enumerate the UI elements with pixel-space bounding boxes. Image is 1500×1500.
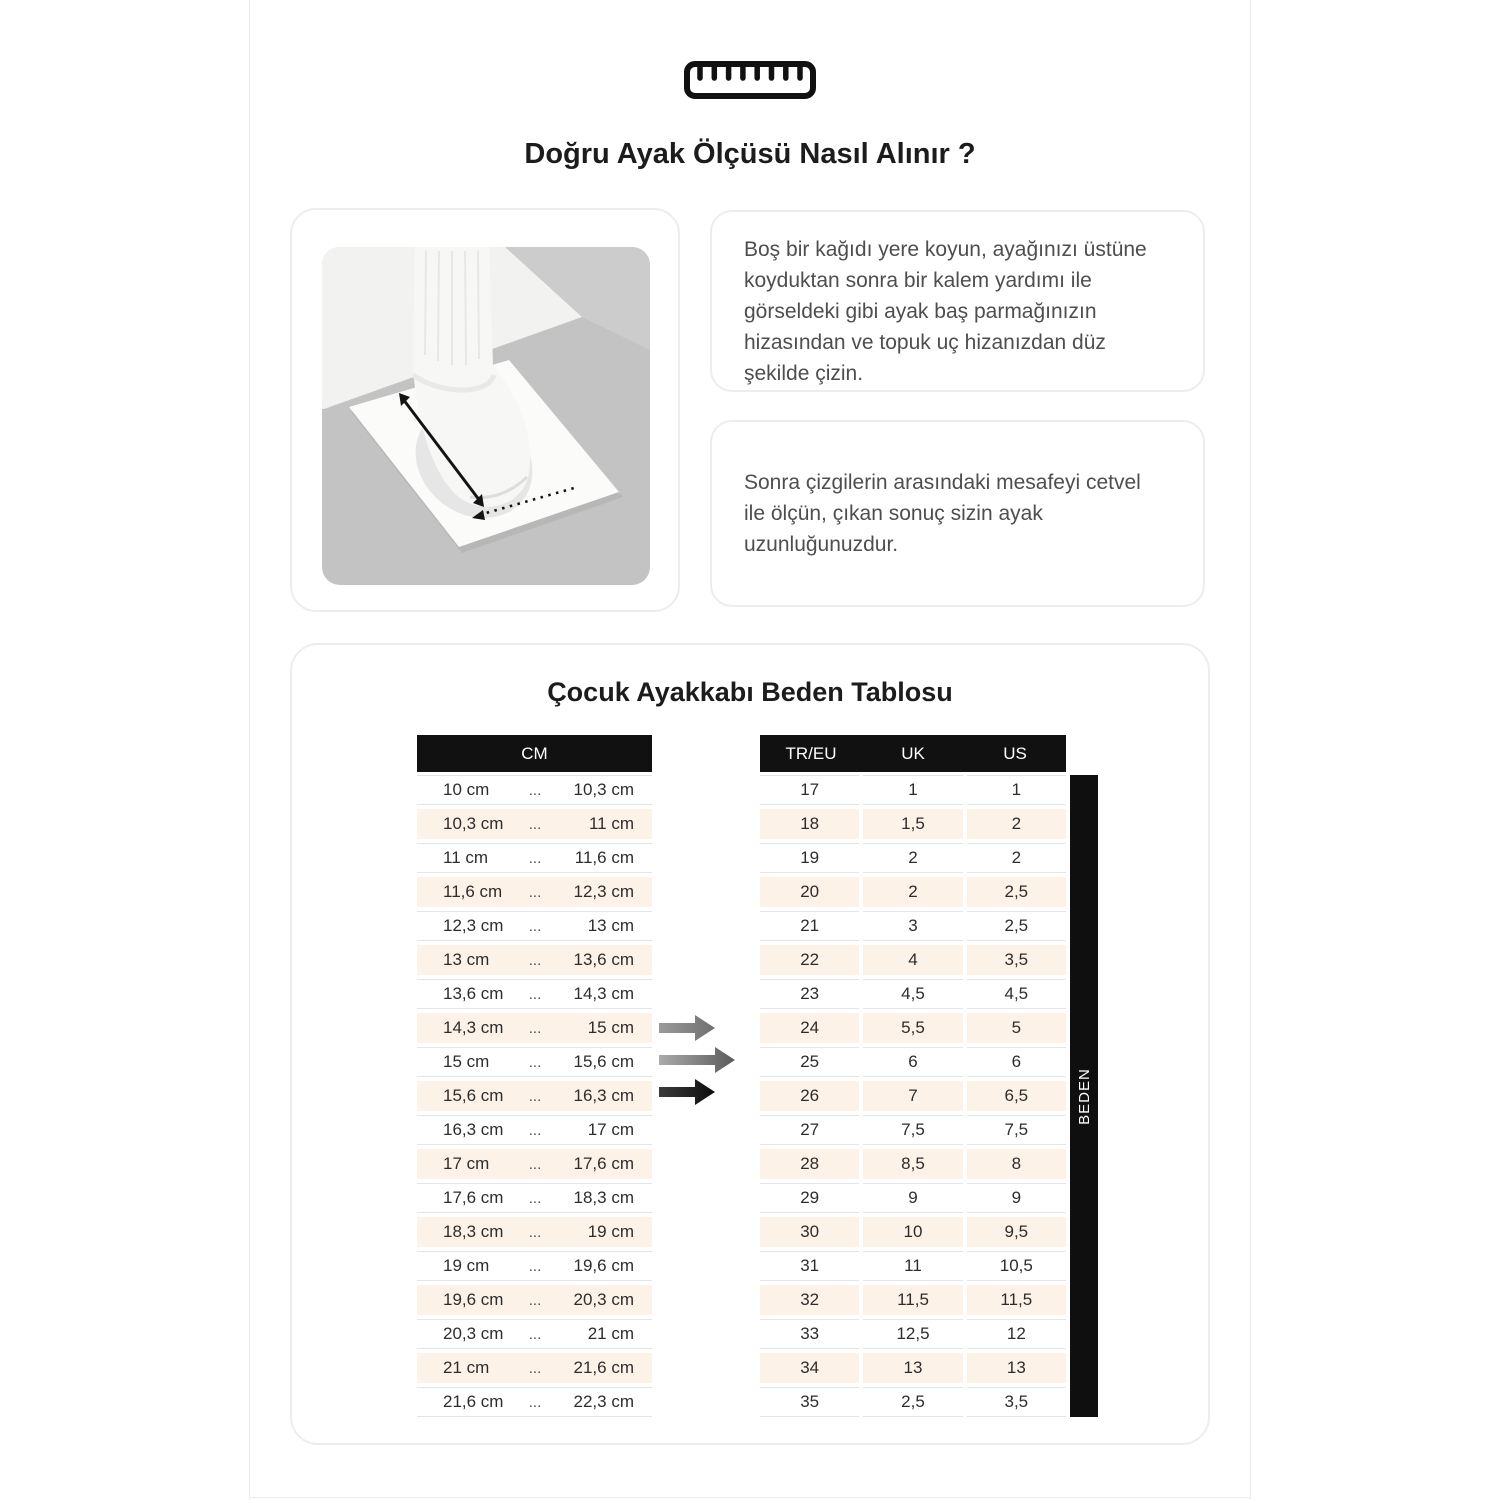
header-us: US [1003, 743, 1027, 763]
size-us-value: 9 [967, 1183, 1066, 1213]
content-left-border [249, 0, 250, 1500]
instruction-card-2 [710, 420, 1205, 607]
size-row [760, 1013, 1066, 1043]
size-row [760, 809, 1066, 839]
cm-max-value: 11,6 cm [574, 848, 634, 867]
range-separator: ... [528, 781, 542, 799]
size-uk-value: 4,5 [863, 979, 962, 1009]
cm-max-value: 17 cm [587, 1120, 634, 1139]
cm-max-value: 13 cm [587, 916, 634, 935]
size-uk-value: 2 [863, 843, 962, 873]
cm-min-value: 20,3 cm [443, 1324, 504, 1343]
size-table-header [760, 735, 1066, 772]
size-uk-value: 11 [863, 1251, 962, 1281]
cm-max-value: 21 cm [587, 1324, 634, 1343]
size-row [760, 1115, 1066, 1145]
foot-measurement-photo [322, 247, 650, 585]
cm-max-value: 13,6 cm [573, 950, 634, 969]
cm-range-row [417, 1183, 652, 1213]
cm-max-value: 12,3 cm [573, 882, 634, 901]
size-uk-value: 13 [863, 1353, 962, 1383]
size-us-value: 3,5 [967, 945, 1066, 975]
cm-range-row [417, 877, 652, 907]
size-row [760, 1047, 1066, 1077]
page-title: Doğru Ayak Ölçüsü Nasıl Alınır ? [524, 138, 976, 170]
size-uk-value: 7,5 [863, 1115, 962, 1145]
size-row [760, 1183, 1066, 1213]
size-tr-eu-value: 26 [760, 1081, 859, 1111]
cm-min-value: 10 cm [443, 780, 490, 799]
size-us-value: 2,5 [967, 877, 1066, 907]
content-right-border [1250, 0, 1251, 1500]
range-separator: ... [528, 1359, 542, 1377]
size-tr-eu-value: 28 [760, 1149, 859, 1179]
cm-min-value: 17 cm [443, 1154, 490, 1173]
size-us-value: 11,5 [967, 1285, 1066, 1315]
size-us-value: 2 [967, 809, 1066, 839]
cm-min-value: 15,6 cm [443, 1086, 504, 1105]
size-row [760, 877, 1066, 907]
cm-min-value: 13,6 cm [443, 984, 504, 1003]
size-row [760, 945, 1066, 975]
cm-range-row [417, 1285, 652, 1315]
range-separator: ... [528, 1223, 542, 1241]
cm-range-row [417, 809, 652, 839]
cm-range-row [417, 1251, 652, 1281]
size-tr-eu-value: 32 [760, 1285, 859, 1315]
size-uk-value: 8,5 [863, 1149, 962, 1179]
size-uk-value: 1,5 [863, 809, 962, 839]
size-row [760, 911, 1066, 941]
size-table-body [760, 775, 1066, 1417]
size-us-value: 4,5 [967, 979, 1066, 1009]
cm-min-value: 18,3 cm [443, 1222, 504, 1241]
size-tr-eu-value: 33 [760, 1319, 859, 1349]
content-bottom-border [250, 1497, 1250, 1498]
cm-range-row [417, 911, 652, 941]
size-us-value: 6,5 [967, 1081, 1066, 1111]
size-tr-eu-value: 25 [760, 1047, 859, 1077]
size-tr-eu-value: 35 [760, 1387, 859, 1417]
cm-max-value: 14,3 cm [573, 984, 634, 1003]
size-tr-eu-value: 21 [760, 911, 859, 941]
size-us-value: 2,5 [967, 911, 1066, 941]
cm-min-value: 21,6 cm [443, 1392, 504, 1411]
cm-min-value: 12,3 cm [443, 916, 504, 935]
cm-table [417, 735, 652, 1421]
range-separator: ... [528, 1155, 542, 1173]
cm-range-row [417, 1149, 652, 1179]
size-uk-value: 11,5 [863, 1285, 962, 1315]
cm-min-value: 19 cm [443, 1256, 490, 1275]
cm-max-value: 10,3 cm [573, 780, 634, 799]
cm-min-value: 10,3 cm [443, 814, 504, 833]
cm-min-value: 19,6 cm [443, 1290, 504, 1309]
cm-min-value: 21 cm [443, 1358, 490, 1377]
range-separator: ... [528, 1121, 542, 1139]
size-tr-eu-value: 29 [760, 1183, 859, 1213]
cm-range-row [417, 1047, 652, 1077]
cm-max-value: 17,6 cm [573, 1154, 634, 1173]
cm-range-row [417, 1319, 652, 1349]
size-row [760, 1149, 1066, 1179]
beden-label: BEDEN [1075, 1067, 1093, 1125]
range-separator: ... [528, 1053, 542, 1071]
cm-max-value: 16,3 cm [573, 1086, 634, 1105]
size-chart-card [290, 643, 1210, 1445]
size-us-value: 7,5 [967, 1115, 1066, 1145]
cm-range-row [417, 1353, 652, 1383]
size-us-value: 12 [967, 1319, 1066, 1349]
size-row [760, 979, 1066, 1009]
size-tr-eu-value: 24 [760, 1013, 859, 1043]
size-row [760, 1081, 1066, 1111]
size-us-value: 1 [967, 775, 1066, 805]
size-row [760, 1251, 1066, 1281]
range-separator: ... [528, 815, 542, 833]
size-row [760, 1285, 1066, 1315]
range-separator: ... [528, 1325, 542, 1343]
size-uk-value: 4 [863, 945, 962, 975]
range-separator: ... [528, 849, 542, 867]
instruction-text-1: Boş bir kağıdı yere koyun, ayağınızı üstüne koyduktan sonra bir kalem yardımı ile görseldeki gibi ayak baş parmağınızın hizasından ve topuk uç hizanızdan düz şekilde çizin. [744, 238, 1147, 385]
cm-table-header [417, 735, 652, 772]
size-us-value: 10,5 [967, 1251, 1066, 1281]
size-tr-eu-value: 20 [760, 877, 859, 907]
size-row [760, 1353, 1066, 1383]
cm-range-row [417, 945, 652, 975]
cm-max-value: 15 cm [587, 1018, 634, 1037]
range-separator: ... [528, 883, 542, 901]
range-separator: ... [528, 1019, 542, 1037]
size-uk-value: 10 [863, 1217, 962, 1247]
size-row [760, 1319, 1066, 1349]
range-separator: ... [528, 1291, 542, 1309]
size-tr-eu-value: 19 [760, 843, 859, 873]
range-separator: ... [528, 1087, 542, 1105]
size-uk-value: 1 [863, 775, 962, 805]
cm-range-row [417, 1115, 652, 1145]
header-tr-eu: TR/EU [785, 743, 837, 763]
size-row [760, 775, 1066, 805]
size-uk-value: 6 [863, 1047, 962, 1077]
cm-min-value: 15 cm [443, 1052, 490, 1071]
cm-min-value: 16,3 cm [443, 1120, 504, 1139]
cm-max-value: 20,3 cm [573, 1290, 634, 1309]
size-us-value: 3,5 [967, 1387, 1066, 1417]
cm-range-row [417, 1081, 652, 1111]
size-uk-value: 3 [863, 911, 962, 941]
cm-range-row [417, 775, 652, 805]
cm-max-value: 11 cm [588, 814, 634, 833]
size-chart-title: Çocuk Ayakkabı Beden Tablosu [547, 677, 953, 707]
range-separator: ... [528, 1189, 542, 1207]
size-row [760, 843, 1066, 873]
cm-range-row [417, 979, 652, 1009]
size-us-value: 9,5 [967, 1217, 1066, 1247]
cm-max-value: 22,3 cm [573, 1392, 634, 1411]
instruction-text-2: Sonra çizgilerin arasındaki mesafeyi cetvel ile ölçün, çıkan sonuç sizin ayak uzunluğunuzdur. [744, 471, 1141, 556]
cm-min-value: 13 cm [443, 950, 490, 969]
cm-min-value: 11,6 cm [443, 882, 503, 901]
size-tr-eu-value: 22 [760, 945, 859, 975]
size-us-value: 13 [967, 1353, 1066, 1383]
header-uk: UK [901, 743, 925, 763]
cm-table-body [417, 775, 652, 1417]
size-us-value: 5 [967, 1013, 1066, 1043]
size-uk-value: 2 [863, 877, 962, 907]
instruction-card-1 [710, 210, 1205, 392]
cm-max-value: 21,6 cm [573, 1358, 634, 1377]
cm-range-row [417, 1013, 652, 1043]
range-separator: ... [528, 985, 542, 1003]
size-tr-eu-value: 27 [760, 1115, 859, 1145]
size-row [760, 1387, 1066, 1417]
size-uk-value: 9 [863, 1183, 962, 1213]
size-uk-value: 12,5 [863, 1319, 962, 1349]
cm-range-row [417, 1217, 652, 1247]
cm-range-row [417, 1387, 652, 1417]
size-us-value: 8 [967, 1149, 1066, 1179]
cm-min-value: 14,3 cm [443, 1018, 504, 1037]
size-tr-eu-value: 23 [760, 979, 859, 1009]
cm-range-row [417, 843, 652, 873]
size-tr-eu-value: 30 [760, 1217, 859, 1247]
ruler-icon [683, 60, 817, 100]
cm-max-value: 19,6 cm [573, 1256, 634, 1275]
cm-header-label: CM [521, 743, 548, 763]
range-separator: ... [528, 1257, 542, 1275]
range-separator: ... [528, 1393, 542, 1411]
size-uk-value: 7 [863, 1081, 962, 1111]
size-us-value: 2 [967, 843, 1066, 873]
size-us-value: 6 [967, 1047, 1066, 1077]
beden-side-bar [1070, 775, 1098, 1417]
size-tr-eu-value: 18 [760, 809, 859, 839]
size-uk-value: 2,5 [863, 1387, 962, 1417]
size-tr-eu-value: 31 [760, 1251, 859, 1281]
cm-min-value: 11 cm [443, 848, 489, 867]
size-row [760, 1217, 1066, 1247]
range-separator: ... [528, 951, 542, 969]
size-tr-eu-value: 34 [760, 1353, 859, 1383]
size-uk-value: 5,5 [863, 1013, 962, 1043]
cm-min-value: 17,6 cm [443, 1188, 504, 1207]
size-tr-eu-value: 17 [760, 775, 859, 805]
range-separator: ... [528, 917, 542, 935]
measurement-photo-card [290, 208, 680, 612]
transfer-arrows-icon [657, 1013, 753, 1107]
cm-max-value: 15,6 cm [573, 1052, 634, 1071]
size-conversion-table [760, 735, 1066, 1421]
cm-max-value: 18,3 cm [573, 1188, 634, 1207]
cm-max-value: 19 cm [587, 1222, 634, 1241]
